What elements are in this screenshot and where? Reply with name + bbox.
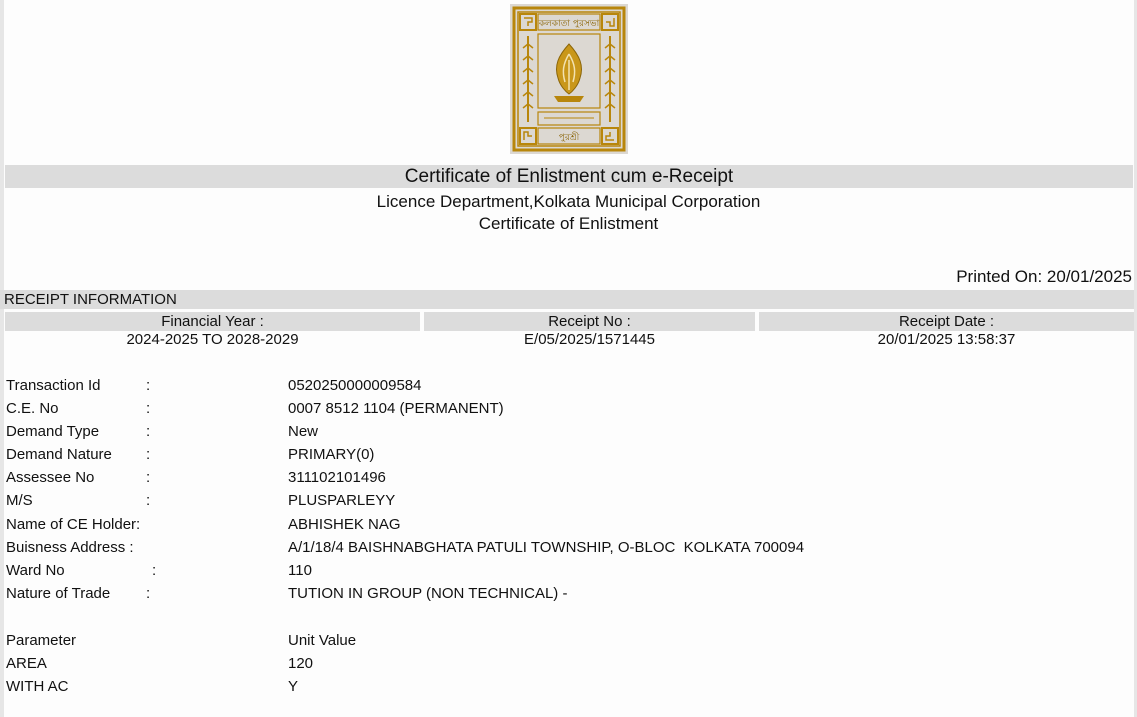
svg-text:পুরশ্রী: পুরশ্রী [558, 133, 580, 143]
receipt-date-value: 20/01/2025 13:58:37 [877, 331, 1016, 348]
detail-label: Transaction Id [6, 377, 101, 394]
certificate-subtitle: Certificate of Enlistment [478, 214, 659, 233]
certificate-title: Certificate of Enlistment cum e-Receipt [5, 165, 1133, 188]
detail-row-demand-type [0, 421, 1137, 443]
receipt-information-heading: RECEIPT INFORMATION [0, 290, 1134, 309]
parameter-header-value: Unit Value [288, 632, 357, 649]
detail-row-assessee-no [0, 467, 1137, 489]
parameter-value: Y [288, 678, 299, 695]
detail-label: C.E. No [6, 400, 59, 417]
parameter-label: AREA [6, 655, 47, 672]
detail-label: Demand Nature [6, 446, 112, 463]
detail-value: 0520250000009584 [288, 377, 422, 394]
parameter-header-label: Parameter [6, 632, 77, 649]
kmc-seal-logo [510, 4, 628, 154]
parameter-label: WITH AC [6, 678, 69, 695]
detail-colon: : [146, 423, 151, 440]
receipt-no-label: Receipt No : [424, 312, 755, 331]
detail-label: Ward No [6, 562, 65, 579]
detail-value: A/1/18/4 BAISHNABGHATA PATULI TOWNSHIP, O-BLOC KOLKATA 700094 [288, 539, 805, 556]
detail-value: TUTION IN GROUP (NON TECHNICAL) - [288, 585, 568, 602]
receipt-date-label: Receipt Date : [759, 312, 1134, 331]
detail-value: 311102101496 [288, 469, 386, 486]
receipt-no-value: E/05/2025/1571445 [524, 331, 655, 348]
detail-label: Buisness Address : [6, 539, 134, 556]
department-name: Licence Department,Kolkata Municipal Corporation [376, 192, 761, 211]
detail-label: Name of CE Holder: [6, 516, 141, 533]
detail-row-business-address [0, 537, 1137, 559]
printed-on-date: Printed On: 20/01/2025 [956, 267, 1132, 286]
detail-label: Demand Type [6, 423, 100, 440]
parameter-row-with-ac [0, 676, 1137, 698]
financial-year-label: Financial Year : [5, 312, 420, 331]
detail-colon: : [152, 562, 157, 579]
left-border [0, 0, 4, 717]
detail-row-ce-holder [0, 514, 1137, 536]
detail-colon: : [146, 492, 151, 509]
detail-row-transaction-id [0, 375, 1137, 397]
detail-value: ABHISHEK NAG [288, 516, 401, 533]
parameter-header-row [0, 630, 1137, 652]
parameter-row-area [0, 653, 1137, 675]
seal-emblem-icon [510, 4, 628, 154]
detail-colon: : [146, 585, 151, 602]
detail-label: Assessee No [6, 469, 95, 486]
detail-row-nature-of-trade [0, 583, 1137, 605]
detail-value: PLUSPARLEYY [288, 492, 396, 509]
svg-text:কলকাতা পুরসভা: কলকাতা পুরসভা [538, 19, 600, 29]
detail-colon: : [146, 446, 151, 463]
financial-year-value: 2024-2025 TO 2028-2029 [126, 331, 299, 348]
detail-colon: : [146, 469, 151, 486]
detail-row-ce-no [0, 398, 1137, 420]
detail-value: 0007 8512 1104 (PERMANENT) [288, 400, 504, 417]
detail-row-ms [0, 490, 1137, 512]
detail-value: New [288, 423, 319, 440]
detail-label: Nature of Trade [6, 585, 111, 602]
detail-row-demand-nature [0, 444, 1137, 466]
detail-value: PRIMARY(0) [288, 446, 375, 463]
detail-row-ward-no [0, 560, 1137, 582]
detail-colon: : [146, 400, 151, 417]
detail-label: M/S [6, 492, 33, 509]
detail-colon: : [146, 377, 151, 394]
detail-value: 110 [288, 562, 312, 579]
parameter-value: 120 [288, 655, 314, 672]
